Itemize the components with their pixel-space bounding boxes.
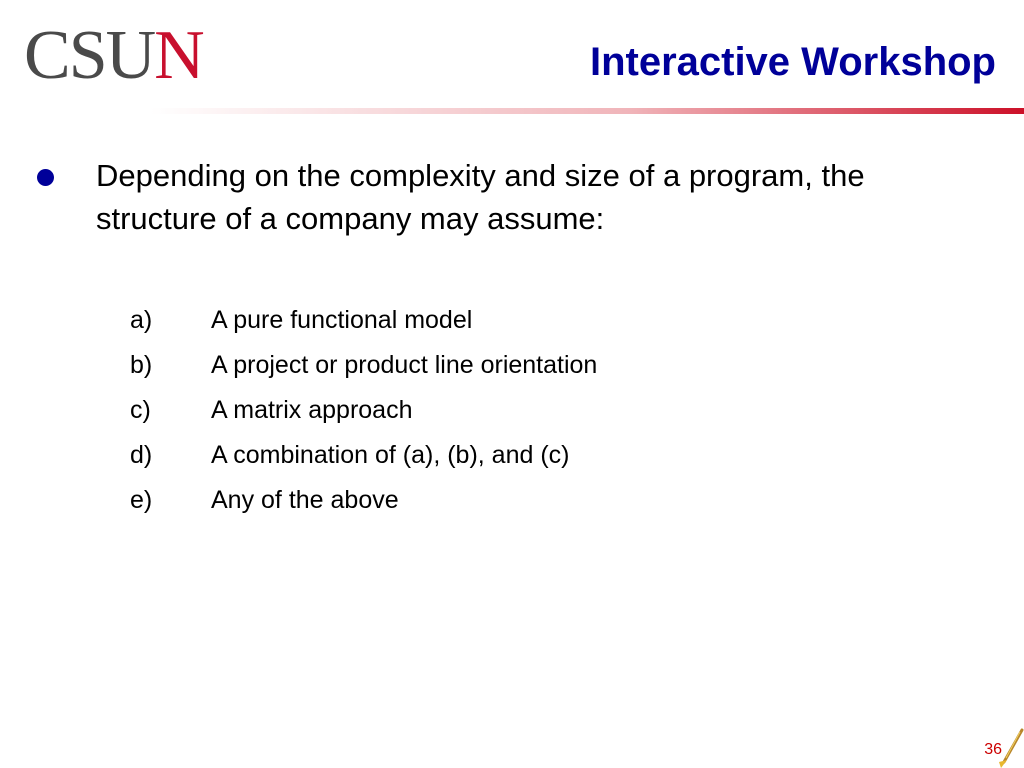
logo-text-gray: CSU (24, 17, 155, 94)
option-text: A project or product line orientation (211, 351, 598, 379)
pencil-icon (998, 728, 1024, 768)
option-text: A pure functional model (211, 306, 473, 334)
bullet-dot-icon (37, 169, 54, 186)
option-item (130, 435, 930, 480)
option-letter: d) (130, 441, 153, 469)
bullet-text: Depending on the complexity and size of a program, the structure of a company may assume: (96, 158, 865, 236)
option-text: A matrix approach (211, 396, 413, 424)
option-text: Any of the above (211, 486, 399, 514)
logo-text-red: N (154, 17, 203, 94)
option-text: A combination of (a), (b), and (c) (211, 441, 570, 469)
csun-logo (24, 17, 203, 94)
slide-title: Interactive Workshop (589, 40, 996, 84)
option-item (130, 300, 930, 345)
page-number: 36 (984, 741, 1002, 758)
title-divider (150, 108, 1024, 114)
option-item (130, 480, 930, 525)
option-letter: b) (130, 351, 153, 379)
option-letter: a) (130, 306, 153, 334)
option-list (130, 300, 930, 525)
option-letter: e) (130, 486, 153, 514)
option-item (130, 390, 930, 435)
option-letter: c) (130, 396, 151, 424)
option-item (130, 345, 930, 390)
